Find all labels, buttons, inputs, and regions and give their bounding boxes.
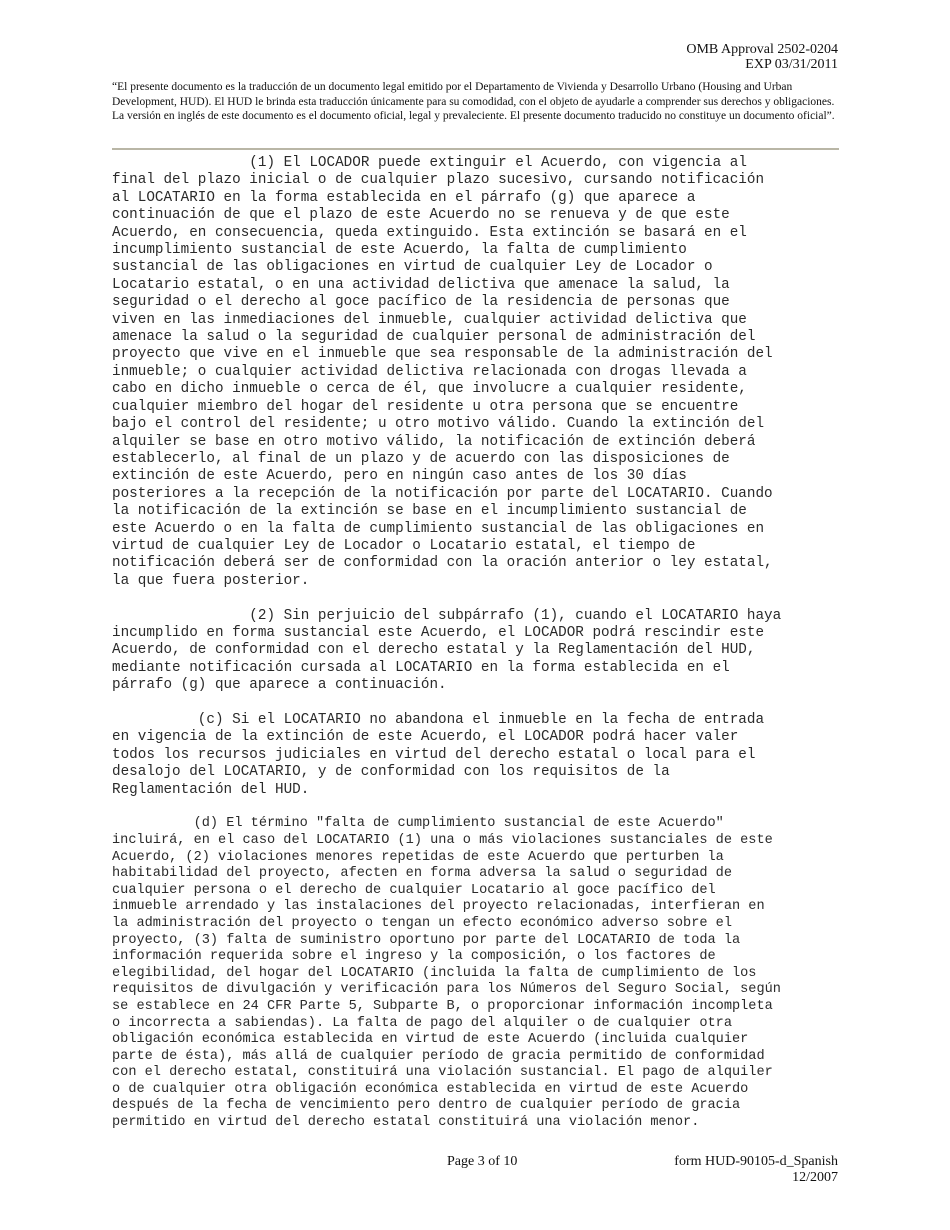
form-identifier	[674, 1154, 838, 1186]
omb-expiration-date: EXP 03/31/2011	[745, 57, 838, 72]
form-name: form HUD-90105-d_Spanish	[674, 1154, 838, 1169]
paragraph-d: (d) El término "falta de cumplimiento sustancial de este Acuerdo" incluirá, en el caso del LOCATARIO (1) una o más violaciones sustanciales de este Acuerdo, (2) violaciones menores repetidas de este Acuerdo que perturben la habitabilidad del proyecto, afecten en forma adversa la salud o seguridad de cualquier persona o el derecho de cualquier Locatario al goce pacífico del inmueble arrendado y las instalaciones del proyecto relacionadas, interfieran en la administración del proyecto o tengan un efecto económico adverso sobre el proyecto, (3) falta de suministro oportuno por parte del LOCATARIO de toda la información requerida sobre el ingreso y la composición, o los factores de elegibilidad, del hogar del LOCATARIO (incluida la falta de cumplimiento de los requisitos de divulgación y verificación para los Números del Seguro Social, según se establece en 24 CFR Parte 5, Subparte B, o proporcionar información incompleta o incorrecta a sabiendas). La falta de pago del alquiler o de cualquier otra obligación económica establecida en virtud de este Acuerdo (incluida cualquier parte de ésta), más allá de cualquier período de gracia permitido de conformidad con el derecho estatal, constituirá una violación sustancial. El pago de alquiler o de cualquier otra obligación económica establecida en virtud de este Acuerdo después de la fecha de vencimiento pero dentro de cualquier período de gracia permitido en virtud del derecho estatal constituirá una violación menor.	[112, 816, 781, 1131]
paragraph-c: (c) Si el LOCATARIO no abandona el inmueble en la fecha de entrada en vigencia de la extinción de este Acuerdo, el LOCADOR podrá hacer valer todos los recursos judiciales en virtud del derecho estatal o local para el desalojo del LOCATARIO, y de conformidad con los requisitos de la Reglamentación del HUD.	[112, 711, 765, 798]
document-body	[112, 155, 852, 1132]
omb-block	[686, 42, 838, 72]
header-divider	[112, 148, 839, 150]
paragraph-b-2: (2) Sin perjuicio del subpárrafo (1), cuando el LOCATARIO haya incumplido en forma sustancial este Acuerdo, el LOCADOR podrá rescindir este Acuerdo, de conformidad con el derecho estatal y la Reglamentación del HUD, mediante notificación cursada al LOCATARIO en la forma establecida en el párrafo (g) que aparece a continuación.	[112, 607, 782, 694]
form-date: 12/2007	[792, 1170, 838, 1185]
page-number: Page 3 of 10	[447, 1154, 518, 1169]
translation-disclaimer: “El presente documento es la traducción de un documento legal emitido por el Departamento de Vivienda y Desarrollo Urbano (Housing and Urban Development, HUD). El HUD le brinda esta traducción únicamente para su comodidad, con el objeto de ayudarle a comprender sus derechos y obligaciones. La versión en inglés de este documento es el documento oficial, legal y prevaleciente. El presente documento traducido no constituye un documento oficial”.	[112, 81, 835, 122]
omb-approval-number: OMB Approval 2502-0204	[686, 42, 838, 57]
paragraph-b-1: (1) El LOCADOR puede extinguir el Acuerdo, con vigencia al final del plazo inicial o de cualquier plazo sucesivo, cursando notificación al LOCATARIO en la forma establecida en el párrafo (g) que aparece a continuación de que el plazo de este Acuerdo no se renueva y de que este Acuerdo, en consecuencia, queda extinguido. Esta extinción se basará en el incumplimiento sustancial de este Acuerdo, la falta de cumplimiento sustancial de las obligaciones en virtud de cualquier Ley de Locador o Locatario estatal, o en una actividad delictiva que amenace la salud, la seguridad o el derecho al goce pacífico de la residencia de personas que viven en las inmediaciones del inmueble, cualquier actividad delictiva que amenace la salud o la seguridad de cualquier personal de administración del proyecto que vive en el inmueble que sea responsable de la administración del inmueble; o cualquier actividad delictiva relacionada con drogas llevada a cabo en dicho inmueble o cerca de él, que involucre a cualquier residente, cualquier miembro del hogar del residente u otra persona que se encuentre bajo el control del residente; u otro motivo válido. Cuando la extinción del alquiler se base en otro motivo válido, la notificación de extinción deberá establecerlo, al final de un plazo y de acuerdo con las disposiciones de extinción de este Acuerdo, pero en ningún caso antes de los 30 días posteriores a la recepción de la notificación por parte del LOCATARIO. Cuando la notificación de la extinción se base en el incumplimiento sustancial de este Acuerdo o en la falta de cumplimiento sustancial de las obligaciones en virtud de cualquier Ley de Locador o Locatario estatal, el tiempo de notificación deberá ser de conformidad con la oración anterior o ley estatal, la que fuera posterior.	[112, 155, 773, 589]
